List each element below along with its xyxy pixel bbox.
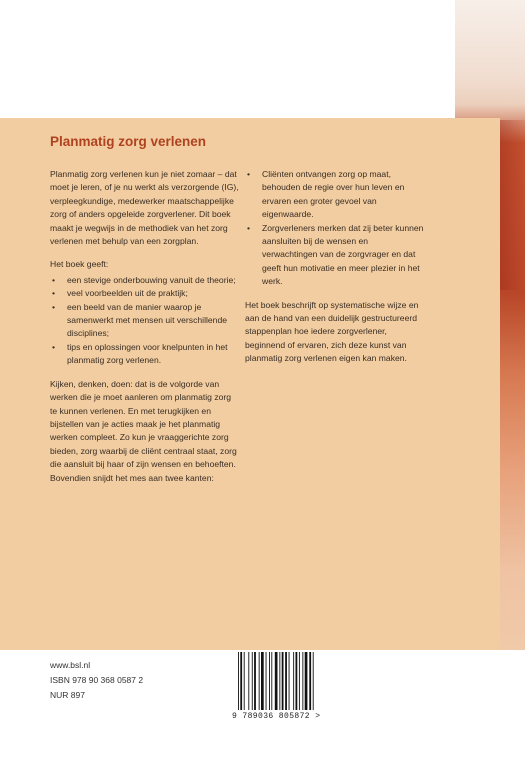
list-item: • tips en oplossingen voor knelpunten in het planmatig zorg verlenen. [50, 341, 240, 368]
list-item: • een stevige onderbouwing vanuit de theorie; [50, 274, 240, 287]
benefits-list [245, 168, 425, 289]
method-paragraph: Kijken, denken, doen: dat is de volgorde van werken die je moet aanleren om planmatig zorg te kunnen verlenen. En met terugkijken en bijstellen van je acties maak je het planmatig werken compleet. Zo kun je vraaggerichte zorg bieden, zorg waarbij de cliënt centraal staat, zorg die aansluit bij haar of zijn wensen en behoeften. Bovendien snijdt het mes aan twee kanten: [50, 378, 237, 483]
website-link[interactable]: www.bsl.nl [50, 660, 91, 670]
barcode-digits: 9 789036 805872 > [232, 712, 321, 721]
isbn-text: ISBN 978 90 368 0587 2 [50, 675, 144, 685]
list-item: • Zorgverleners merken dat zij beter kunnen aansluiten bij de wensen en verwachtingen van de zorgvrager en dat geeft hun motivatie en meer plezier in het werk. [245, 222, 425, 289]
intro-paragraph: Planmatig zorg verlenen kun je niet zomaar – dat moet je leren, of je nu werkt als verzorgende (IG), verpleegkundige, medewerker maatschappelijke zorg of anders opgeleide zorgverlener. Dit boek maakt je wegwijs in de methodiek van het zorg verlenen met behulp van een zorgplan. [50, 169, 239, 247]
list-item: • veel voorbeelden uit de praktijk; [50, 287, 240, 300]
top-white-band [0, 0, 525, 118]
barcode-image [236, 652, 342, 710]
list-item: • een beeld van de manier waarop je samenwerkt met mensen uit verschillende disciplines; [50, 301, 240, 341]
nur-text: NUR 897 [50, 690, 85, 700]
right-column [245, 168, 425, 376]
book-title: Planmatig zorg verlenen [50, 134, 207, 149]
summary-paragraph: Het boek beschrijft op systematische wijze en aan de hand van een duidelijk gestructureerd stappenplan hoe iedere zorgverlener, beginnend of ervaren, zich deze kunst van planmatig zorg verlenen eigen kan maken. [245, 299, 419, 364]
offers-heading: Het boek geeft: [50, 259, 109, 270]
left-column [50, 168, 240, 495]
offers-list [50, 274, 240, 368]
list-item: • Cliënten ontvangen zorg op maat, behouden de regie over hun leven en ervaren een groter gevoel van eigenwaarde. [245, 168, 425, 222]
publication-info [50, 658, 143, 703]
